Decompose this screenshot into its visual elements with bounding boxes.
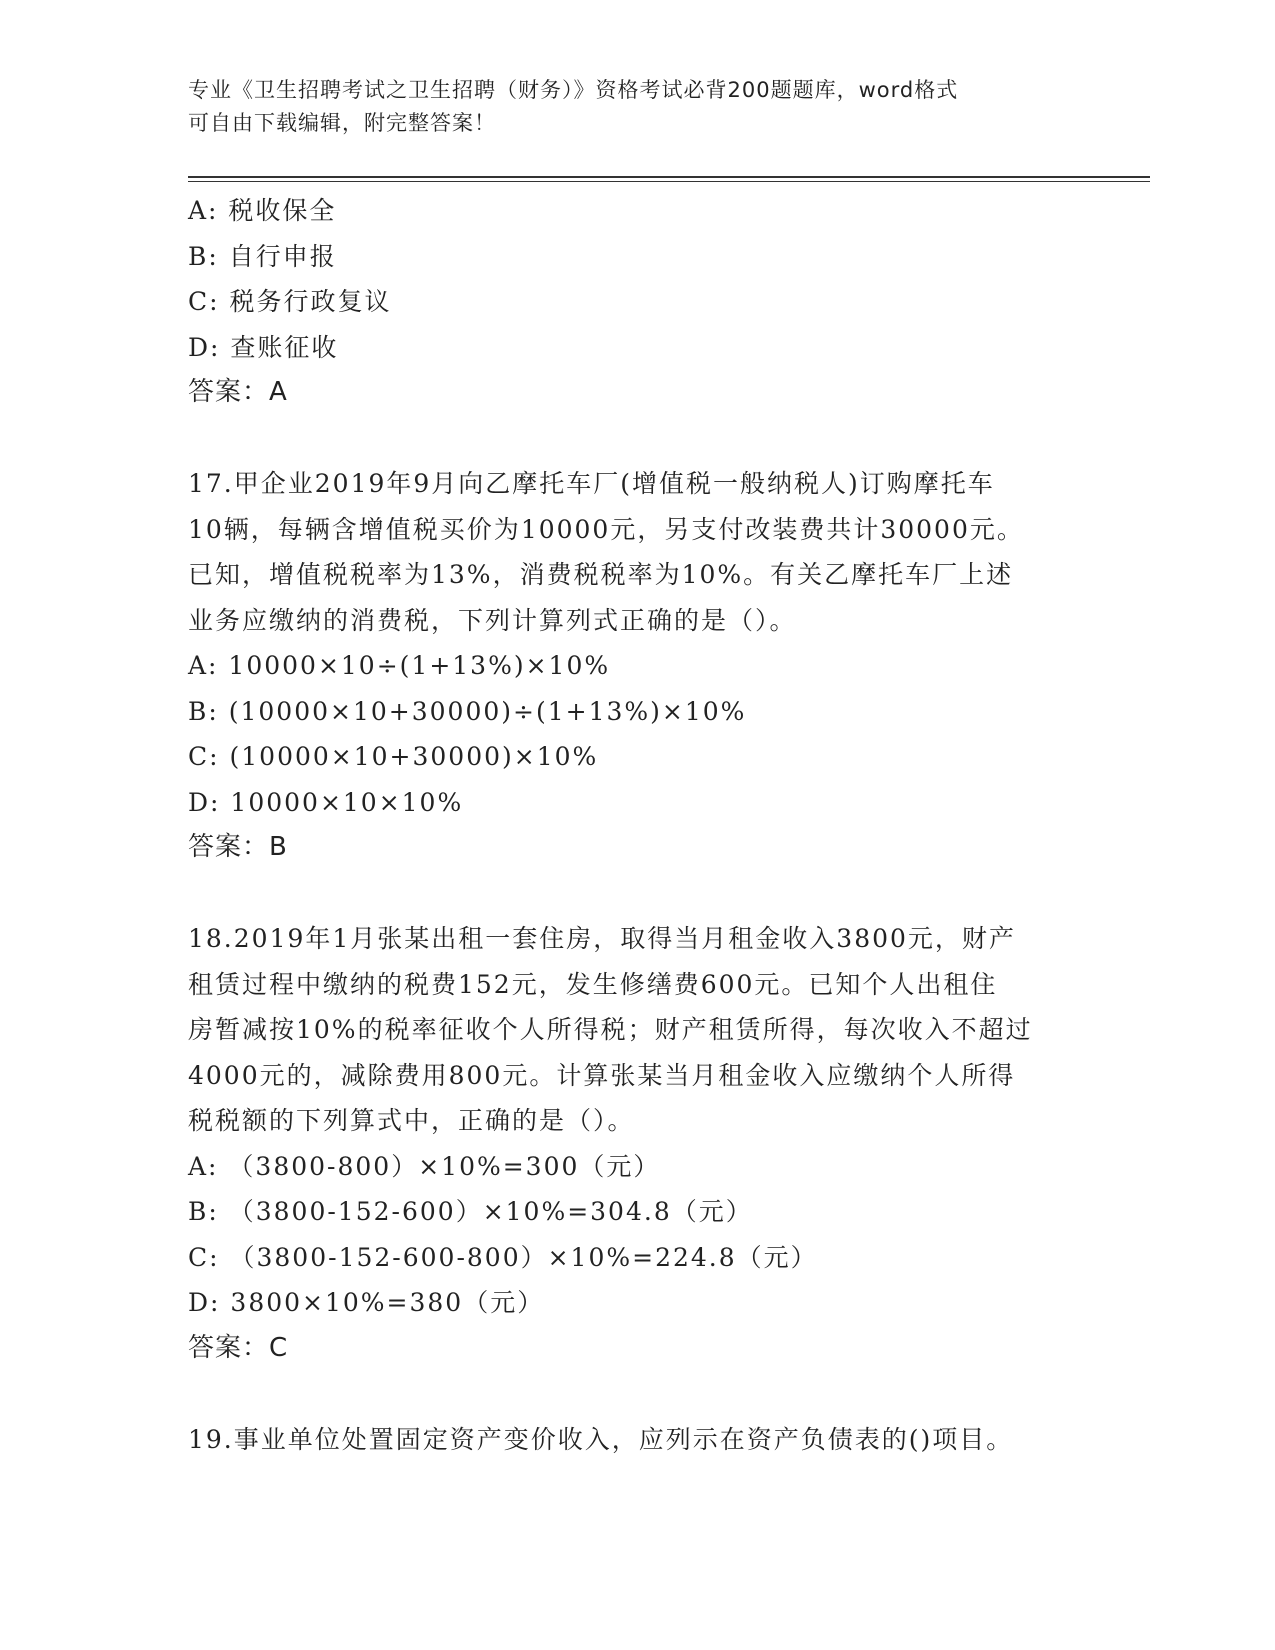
- header-divider-thin: [188, 181, 1150, 182]
- spacer: [188, 416, 1088, 462]
- question-text-line: 税税额的下列算式中，正确的是（）。: [188, 1106, 635, 1135]
- question-17: [188, 461, 1088, 871]
- question-16: [188, 188, 1088, 416]
- question-text-line: 租赁过程中缴纳的税费152元，发生修缮费600元。已知个人出租住: [188, 969, 998, 999]
- option-c: C: 税务行政复议: [188, 287, 392, 316]
- header-title-line-2: 可自由下载编辑，附完整答案！: [188, 111, 496, 135]
- answer: 答案：C: [188, 1332, 289, 1363]
- question-text-line: 房暂减按10%的税率征收个人所得税；财产租赁所得，每次收入不超过: [188, 1015, 1033, 1044]
- question-18: [188, 916, 1088, 1371]
- spacer: [188, 871, 1088, 917]
- answer: 答案：B: [188, 832, 288, 862]
- question-text-line: 业务应缴纳的消费税，下列计算列式正确的是（）。: [188, 605, 797, 635]
- question-text-line: 10辆，每辆含增值税买价为10000元，另支付改装费共计30000元。: [188, 514, 1024, 544]
- answer: 答案：A: [188, 377, 288, 407]
- option-b: B: 自行申报: [188, 241, 337, 271]
- spacer: [188, 1371, 1088, 1417]
- header-divider: [188, 176, 1150, 178]
- question-text-line: 17.甲企业2019年9月向乙摩托车厂(增值税一般纳税人)订购摩托车: [188, 469, 995, 498]
- option-c: C: (10000×10+30000)×10%: [188, 742, 599, 771]
- option-d: D: 10000×10×10%: [188, 787, 464, 817]
- option-a: A: 税收保全: [188, 196, 337, 225]
- option-b: B: （3800-152-600）×10%=304.8（元）: [188, 1197, 753, 1226]
- question-text-line: 19.事业单位处置固定资产变价收入，应列示在资产负债表的()项目。: [188, 1424, 1014, 1454]
- option-a: A: （3800-800）×10%=300（元）: [188, 1151, 661, 1181]
- question-list: [188, 188, 1088, 1462]
- question-text-line: 已知，增值税税率为13%，消费税税率为10%。有关乙摩托车厂上述: [188, 560, 1014, 589]
- question-19: [188, 1417, 1088, 1463]
- question-text-line: 4000元的，减除费用800元。计算张某当月租金收入应缴纳个人所得: [188, 1060, 1016, 1090]
- question-text-line: 18.2019年1月张某出租一套住房，取得当月租金收入3800元，财产: [188, 924, 1016, 953]
- option-a: A: 10000×10÷(1+13%)×10%: [188, 651, 611, 680]
- option-c: C: （3800-152-600-800）×10%=224.8（元）: [188, 1242, 818, 1272]
- document-header: [188, 74, 1088, 140]
- header-title-line-1: 专业《卫生招聘考试之卫生招聘（财务）》资格考试必背200题题库，word格式: [188, 78, 959, 102]
- option-d: D: 查账征收: [188, 332, 339, 362]
- option-d: D: 3800×10%=380（元）: [188, 1288, 545, 1317]
- option-b: B: (10000×10+30000)÷(1+13%)×10%: [188, 696, 747, 726]
